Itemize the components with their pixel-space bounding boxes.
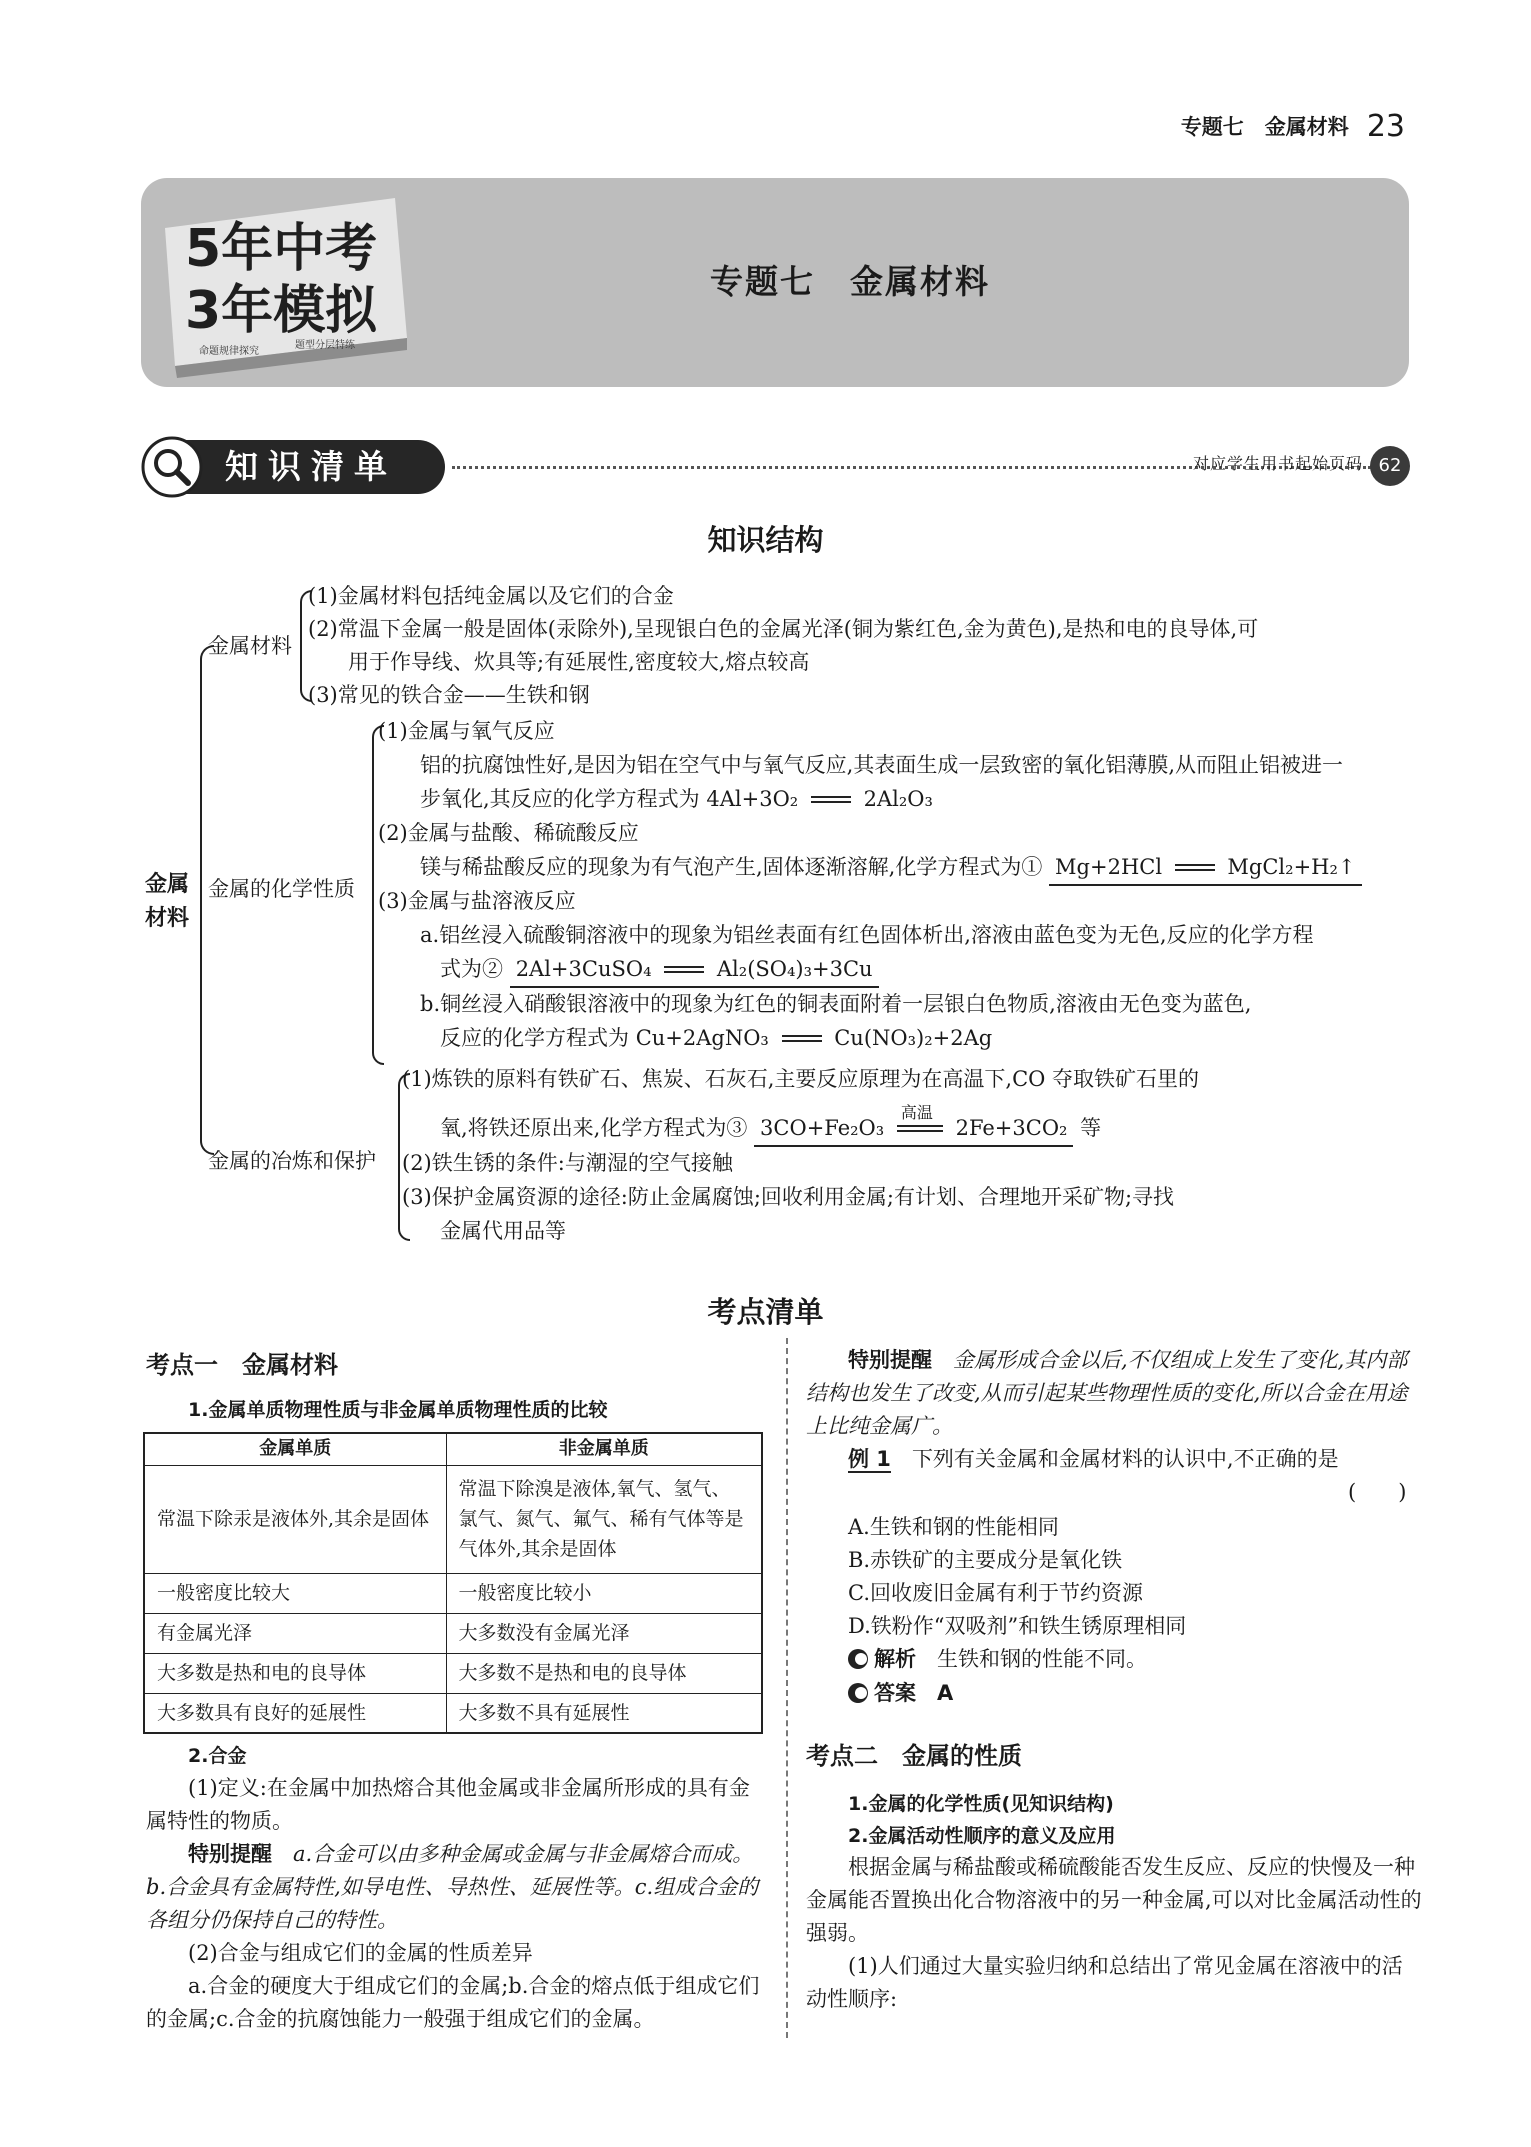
example-question: [848, 1443, 1422, 1476]
table-cell: 常温下除汞是液体外,其余是固体: [144, 1465, 446, 1573]
table-cell: 一般密度比较大: [144, 1573, 446, 1613]
example-label: 例 1: [848, 1447, 891, 1471]
knowledge-list-label: 知识清单: [181, 440, 445, 494]
b2-b-line1: [420, 851, 1362, 886]
b2-c-a-line2: [440, 953, 879, 988]
equals-sign-icon: [782, 1035, 822, 1042]
b1-item3: (3)常见的铁合金——生铁和钢: [308, 683, 590, 707]
b3-item3b: 金属代用品等: [440, 1219, 566, 1243]
b3-eq-sign: [897, 1103, 943, 1132]
analysis-marker-icon: [848, 1649, 868, 1669]
b2-c-title: (3)金属与盐溶液反应: [378, 889, 576, 913]
b3-item1a: (1)炼铁的原料有铁矿石、焦炭、石灰石,主要反应原理为在高温下,CO 夺取铁矿石里的: [402, 1067, 1200, 1091]
page-number: 23: [1366, 109, 1405, 144]
b2-b-line1-text: 镁与稀盐酸反应的现象为有气泡产生,固体逐渐溶解,化学方程式为①: [420, 855, 1043, 879]
table-cell: 大多数不是热和电的良导体: [446, 1653, 762, 1693]
table-row: [144, 1653, 762, 1693]
branch-metal-materials: 金属材料: [208, 634, 292, 658]
example-question-text: 下列有关金属和金属材料的认识中,不正确的是: [911, 1447, 1339, 1471]
logo-tag1: 命题规律探究: [199, 346, 259, 357]
logo-line2: 3年模拟: [185, 281, 378, 341]
branch-chemical-properties: 金属的化学性质: [208, 877, 355, 901]
b3-item1b: [440, 1103, 1102, 1147]
point2-text2: (1)人们通过大量实验归纳和总结出了常见金属在溶液中的活动性顺序:: [806, 1954, 1403, 2011]
b2-c-b-eq-right: Cu(NO₃)₂+2Ag: [834, 1026, 993, 1050]
page-ref-badge: 62: [1370, 446, 1410, 486]
tip-text: a.合金可以由多种金属或金属与非金属熔合而成。b.合金具有金属特性,如导电性、导热性、延展性等。c.组成合金的各组分仍保持自己的特性。: [146, 1842, 759, 1932]
b2-c-b-line2: [440, 1022, 992, 1055]
table-cell: 常温下除溴是液体,氧气、氢气、氯气、氮气、氟气、稀有气体等是气体外,其余是固体: [446, 1465, 762, 1573]
b2-b-eq-right: MgCl₂+H₂↑: [1227, 855, 1356, 879]
answer-marker-icon: [848, 1683, 868, 1703]
b3-item2: (2)铁生锈的条件:与潮湿的空气接触: [402, 1151, 733, 1175]
analysis: [848, 1643, 1147, 1676]
comparison-table: [143, 1432, 763, 1734]
b3-item1-tail: 等: [1080, 1116, 1102, 1140]
table-cell: 有金属光泽: [144, 1613, 446, 1653]
point1-sub2: 2.合金: [188, 1745, 247, 1767]
b2-c-a-line1: a.铝丝浸入硫酸铜溶液中的现象为铝丝表面有红色固体析出,溶液由蓝色变为无色,反应的化学方程: [420, 923, 1314, 947]
tip-text-right: 金属形成合金以后,不仅组成上发生了变化,其内部结构也发生了改变,从而引起某些物理性质的变化,所以合金在用途上比纯金属广。: [806, 1348, 1408, 1438]
table-header-cell: 非金属单质: [446, 1433, 762, 1465]
option-c: C.回收废旧金属有利于节约资源: [848, 1581, 1143, 1605]
alloy-diff-text: a.合金的硬度大于组成它们的金属;b.合金的熔点低于组成它们的金属;c.合金的抗腐蚀能力一般强于组成它们的金属。: [146, 1974, 760, 2031]
b1-item2a: (2)常温下金属一般是固体(汞除外),呈现银白色的金属光泽(铜为紫红色,金为黄色),是热和电的良导体,可: [308, 617, 1259, 641]
b2-b-title: (2)金属与盐酸、稀硫酸反应: [378, 821, 639, 845]
tree-root-line1: 金属: [145, 872, 190, 897]
b3-item1b-text: 氧,将铁还原出来,化学方程式为③: [440, 1116, 748, 1140]
table-cell: 大多数是热和电的良导体: [144, 1653, 446, 1693]
point1-sub1: 1.金属单质物理性质与非金属单质物理性质的比较: [188, 1399, 608, 1421]
b3-item3a: (3)保护金属资源的途径:防止金属腐蚀;回收利用金属;有计划、合理地开采矿物;寻找: [402, 1185, 1175, 1209]
option-b: B.赤铁矿的主要成分是氧化铁: [848, 1548, 1123, 1572]
table-row: [144, 1613, 762, 1653]
b1-item2b: 用于作导线、炊具等;有延展性,密度较大,熔点较高: [348, 650, 810, 674]
b2-c-a-answer: [510, 953, 879, 988]
table-cell: 大多数没有金属光泽: [446, 1613, 762, 1653]
b2-b-answer: [1049, 851, 1361, 886]
answer: [848, 1677, 953, 1710]
table-cell: 大多数具有良好的延展性: [144, 1693, 446, 1733]
logo-tag2: 题型分层特练: [295, 340, 355, 351]
point2-sub2: 2.金属活动性顺序的意义及应用: [848, 1825, 1116, 1847]
running-title: 专题七 金属材料: [1180, 115, 1349, 139]
chapter-title: 专题七 金属材料: [710, 262, 990, 301]
b2-c-b-line1: b.铜丝浸入硝酸银溶液中的现象为红色的铜表面附着一层银白色物质,溶液由无色变为蓝色,: [420, 992, 1252, 1016]
tip-label-right: 特别提醒: [848, 1348, 932, 1372]
b2-a-title: (1)金属与氧气反应: [378, 719, 555, 743]
page-ref-text: 对应学生用书起始页码: [1192, 454, 1363, 473]
table-cell: 一般密度比较小: [446, 1573, 762, 1613]
point2-heading: 考点二 金属的性质: [806, 1742, 1022, 1770]
b2-a-eq-left: 4Al+3O₂: [706, 787, 799, 811]
point2-text: 根据金属与稀盐酸或稀硫酸能否发生反应、反应的快慢及一种金属能否置换出化合物溶液中的另一种金属,可以对比金属活动性的强弱。: [806, 1855, 1422, 1945]
table-row: [144, 1693, 762, 1733]
b2-a-line2-text: 步氧化,其反应的化学方程式为: [420, 787, 700, 811]
b3-eq-right: 2Fe+3CO₂: [955, 1116, 1068, 1140]
answer-label: 答案: [874, 1681, 916, 1705]
option-a: A.生铁和钢的性能相同: [848, 1515, 1059, 1539]
option-d: D.铁粉作“双吸剂”和铁生锈原理相同: [848, 1614, 1187, 1638]
b2-c-b-eq-left: Cu+2AgNO₃: [635, 1026, 769, 1050]
alloy-definition: (1)定义:在金属中加热熔合其他金属或非金属所形成的具有金属特性的物质。: [146, 1776, 750, 1833]
analysis-text: 生铁和钢的性能不同。: [937, 1647, 1147, 1671]
branch-smelting-protection: 金属的冶炼和保护: [208, 1149, 376, 1173]
equals-sign-icon: [811, 796, 851, 803]
b2-a-eq-right: 2Al₂O₃: [863, 787, 933, 811]
b2-a-line2: [420, 783, 933, 816]
answer-text: A: [937, 1681, 954, 1705]
b2-c-a-line2-text: 式为②: [440, 957, 503, 981]
b3-eq-condition: 高温: [900, 1103, 933, 1122]
table-header-cell: 金属单质: [144, 1433, 446, 1465]
b2-a-line1: 铝的抗腐蚀性好,是因为铝在空气中与氧气反应,其表面生成一层致密的氧化铝薄膜,从而阻止铝被进一: [420, 753, 1344, 777]
column-divider: [786, 1338, 788, 2038]
equals-sign-icon: [664, 966, 704, 973]
table-row: [144, 1573, 762, 1613]
equals-sign-icon: [1175, 864, 1215, 871]
b2-b-eq-left: Mg+2HCl: [1055, 855, 1163, 879]
b1-item1: (1)金属材料包括纯金属以及它们的合金: [308, 584, 674, 608]
point1-heading: 考点一 金属材料: [146, 1351, 338, 1379]
b2-c-a-eq-left: 2Al+3CuSO₄: [515, 957, 652, 981]
alloy-tip: [146, 1838, 762, 1937]
alloy-tip-right: [806, 1344, 1422, 1443]
b3-eq-left: 3CO+Fe₂O₃: [760, 1116, 885, 1140]
exam-points-title: 考点清单: [707, 1295, 824, 1329]
alloy-diff-title: (2)合金与组成它们的金属的性质差异: [188, 1941, 533, 1965]
b2-c-b-line2-text: 反应的化学方程式为: [440, 1026, 629, 1050]
table-cell: 大多数不具有延展性: [446, 1693, 762, 1733]
analysis-label: 解析: [874, 1647, 916, 1671]
b3-answer: [754, 1103, 1073, 1147]
table-header-row: [144, 1433, 762, 1465]
answer-paren: ( ): [1348, 1480, 1407, 1504]
b2-c-a-eq-right: Al₂(SO₄)₃+3Cu: [716, 957, 873, 981]
structure-title: 知识结构: [707, 523, 824, 557]
point2-sub1: 1.金属的化学性质(见知识结构): [848, 1793, 1114, 1815]
logo-line1: 5年中考: [185, 219, 378, 279]
tip-label: 特别提醒: [188, 1842, 272, 1866]
table-row: [144, 1465, 762, 1573]
tree-root-line2: 材料: [145, 906, 190, 931]
